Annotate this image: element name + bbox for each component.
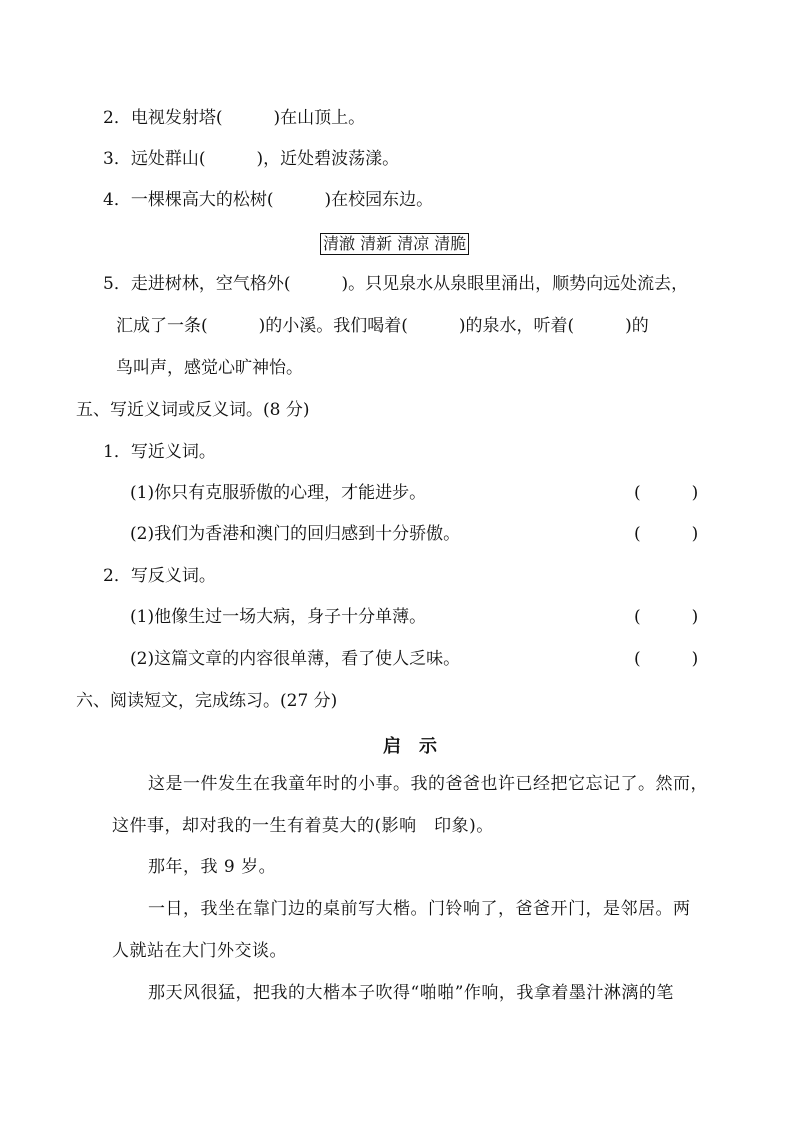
section-5-heading: 五、写近义词或反义词。(8 分) xyxy=(76,400,310,420)
passage-p2: 那年，我 9 岁。 xyxy=(148,857,277,877)
passage-title: 启示 xyxy=(383,736,455,757)
synonym-item-2: (2)我们为香港和澳门的回归感到十分骄傲。 xyxy=(130,524,461,544)
synonym-title: 1．写近义词。 xyxy=(103,442,216,462)
antonym-answer-1[interactable]: ( ) xyxy=(634,607,699,627)
antonym-item-2: (2)这篇文章的内容很单薄，看了使人乏味。 xyxy=(130,649,461,669)
antonym-answer-2[interactable]: ( ) xyxy=(634,649,699,669)
synonym-answer-2[interactable]: ( ) xyxy=(634,524,699,544)
antonym-item-1: (1)他像生过一场大病，身子十分单薄。 xyxy=(130,607,427,627)
passage-p1-line-2: 这件事，却对我的一生有着莫大的(影响 印象)。 xyxy=(112,816,494,836)
question-5-line-2: 汇成了一条( )的小溪。我们喝着( )的泉水，听着( )的 xyxy=(116,316,649,336)
word-choice-box: 清澈 清新 清凉 清脆 xyxy=(320,233,469,255)
question-5-line-3: 鸟叫声，感觉心旷神怡。 xyxy=(116,358,303,378)
question-2: 2．电视发射塔( )在山顶上。 xyxy=(103,108,366,128)
passage-p3-line-2: 人就站在大门外交谈。 xyxy=(112,941,287,961)
passage-p4-line-1: 那天风很猛，把我的大楷本子吹得“啪啪”作响，我拿着墨汁淋漓的笔 xyxy=(148,983,674,1003)
question-4: 4．一棵棵高大的松树( )在校园东边。 xyxy=(103,190,434,210)
synonym-item-1: (1)你只有克服骄傲的心理，才能进步。 xyxy=(130,483,427,503)
question-5-line-1: 5．走进树林，空气格外( )。只见泉水从泉眼里涌出，顺势向远处流去， xyxy=(103,274,689,294)
passage-p3-line-1: 一日，我坐在靠门边的桌前写大楷。门铃响了，爸爸开门，是邻居。两 xyxy=(148,899,691,919)
passage-p1-line-1: 这是一件发生在我童年时的小事。我的爸爸也许已经把它忘记了。然而， xyxy=(148,774,708,794)
section-6-heading: 六、阅读短文，完成练习。(27 分) xyxy=(76,691,338,711)
synonym-answer-1[interactable]: ( ) xyxy=(634,483,699,503)
question-3: 3．远处群山( )，近处碧波荡漾。 xyxy=(103,149,400,169)
antonym-title: 2．写反义词。 xyxy=(103,566,216,586)
